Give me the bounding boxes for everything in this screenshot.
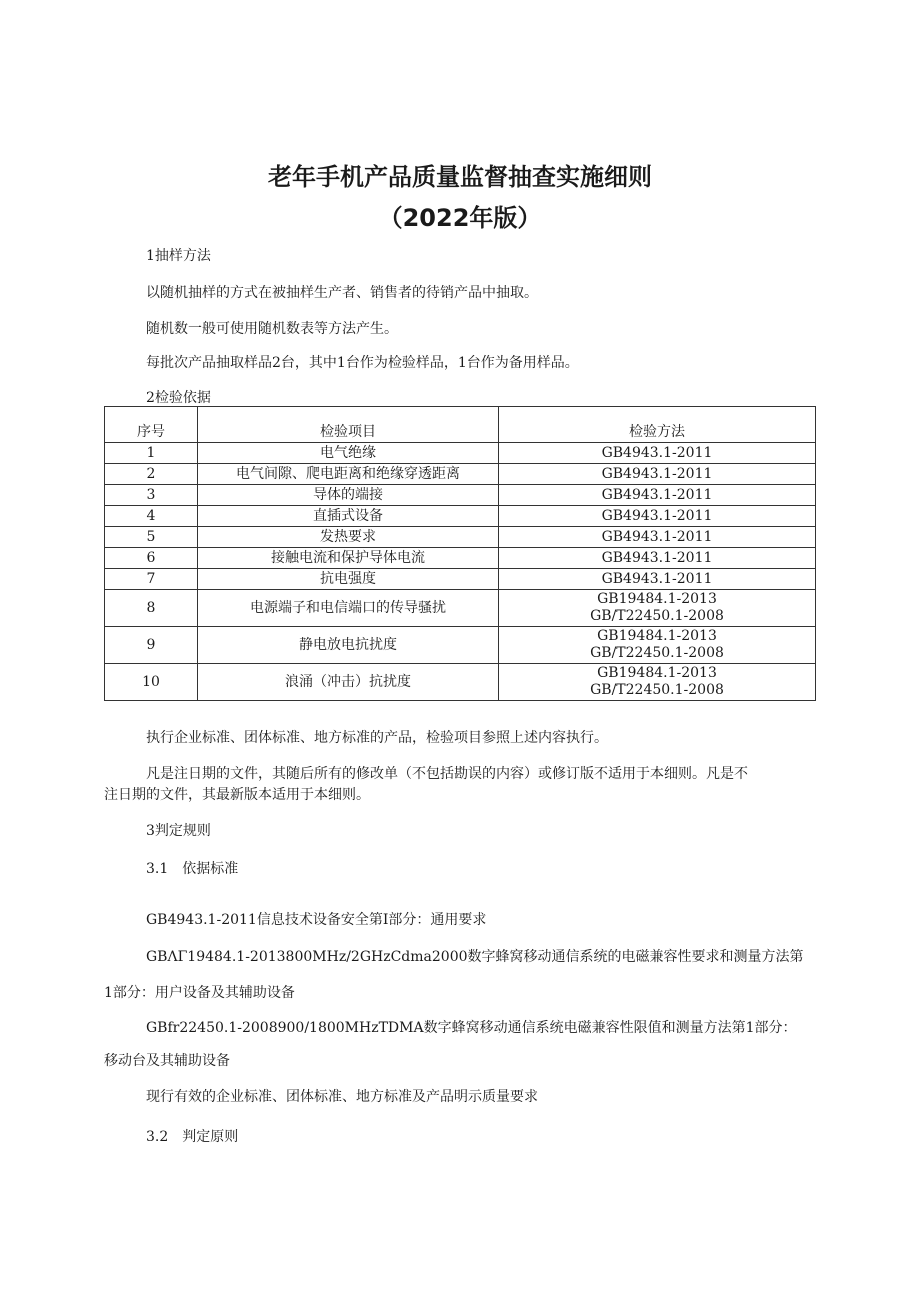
row-number: 5	[105, 527, 198, 548]
header-item: 检验项目	[198, 407, 499, 443]
row-number: 3	[105, 485, 198, 506]
row-item: 抗电强度	[198, 569, 499, 590]
section-3-heading: 3判定规则	[146, 823, 211, 839]
row-method: GB4943.1-2011	[499, 485, 816, 506]
document-subtitle: （2022年版）	[378, 204, 542, 232]
inspection-table	[104, 406, 816, 701]
paragraph: 凡是注日期的文件，其随后所有的修改单（不包括勘误的内容）或修订版不适用于本细则。凡是不	[146, 766, 748, 782]
row-method: GB4943.1-2011	[499, 569, 816, 590]
standard-reference: GB4943.1-2011信息技术设备安全第I部分：通用要求	[146, 912, 487, 928]
row-method: GB4943.1-2011	[499, 464, 816, 485]
row-item: 静电放电抗扰度	[198, 627, 499, 664]
table-row	[105, 527, 816, 548]
table-row	[105, 548, 816, 569]
paragraph: 以随机抽样的方式在被抽样生产者、销售者的待销产品中抽取。	[146, 285, 538, 301]
row-item: 浪涌（冲击）抗扰度	[198, 664, 499, 701]
row-item: 直插式设备	[198, 506, 499, 527]
paragraph: 每批次产品抽取样品2台，其中1台作为检验样品，1台作为备用样品。	[146, 355, 579, 371]
row-number: 2	[105, 464, 198, 485]
section-2-heading: 2检验依据	[146, 390, 211, 406]
section-1-heading: 1抽样方法	[146, 248, 211, 264]
table-row	[105, 443, 816, 464]
table-row	[105, 627, 816, 664]
row-method	[499, 627, 816, 664]
row-number: 4	[105, 506, 198, 527]
method-line: GB19484.1-2013	[597, 591, 717, 607]
standard-reference: GBΛΓ19484.1-2013800MHz/2GHzCdma2000数字蜂窝移动通信系统的电磁兼容性要求和测量方法第	[146, 949, 804, 965]
row-item: 发热要求	[198, 527, 499, 548]
row-item: 电源端子和电信端口的传导骚扰	[198, 590, 499, 627]
table-header-row	[105, 407, 816, 443]
row-number: 10	[105, 664, 198, 701]
row-number: 9	[105, 627, 198, 664]
table-row	[105, 464, 816, 485]
row-method: GB4943.1-2011	[499, 527, 816, 548]
document-title: 老年手机产品质量监督抽查实施细则	[268, 163, 652, 191]
row-method: GB4943.1-2011	[499, 506, 816, 527]
method-line: GB/T22450.1-2008	[590, 608, 724, 624]
method-line: GB19484.1-2013	[597, 665, 717, 681]
header-number: 序号	[105, 407, 198, 443]
row-number: 1	[105, 443, 198, 464]
method-line: GB/T22450.1-2008	[590, 645, 724, 661]
row-method	[499, 590, 816, 627]
row-item: 接触电流和保护导体电流	[198, 548, 499, 569]
row-number: 6	[105, 548, 198, 569]
paragraph: 执行企业标准、团体标准、地方标准的产品，检验项目参照上述内容执行。	[146, 730, 608, 746]
row-number: 8	[105, 590, 198, 627]
row-method: GB4943.1-2011	[499, 443, 816, 464]
table-row	[105, 590, 816, 627]
row-method	[499, 664, 816, 701]
row-item: 电气绝缘	[198, 443, 499, 464]
subsection-heading: 3.2 判定原则	[146, 1129, 239, 1145]
paragraph: 随机数一般可使用随机数表等方法产生。	[146, 321, 398, 337]
header-method: 检验方法	[499, 407, 816, 443]
paragraph: 现行有效的企业标准、团体标准、地方标准及产品明示质量要求	[146, 1089, 538, 1105]
method-line: GB19484.1-2013	[597, 628, 717, 644]
method-line: GB/T22450.1-2008	[590, 682, 724, 698]
row-item: 电气间隙、爬电距离和绝缘穿透距离	[198, 464, 499, 485]
row-number: 7	[105, 569, 198, 590]
standard-reference: GBfr22450.1-2008900/1800MHzTDMA数字蜂窝移动通信系统电磁兼容性限值和测量方法第1部分：	[146, 1020, 797, 1036]
table-row	[105, 664, 816, 701]
paragraph-continuation: 注日期的文件，其最新版本适用于本细则。	[104, 787, 370, 803]
row-method: GB4943.1-2011	[499, 548, 816, 569]
standard-reference-continuation: 1部分：用户设备及其辅助设备	[104, 985, 295, 1001]
table-row	[105, 506, 816, 527]
subsection-heading: 3.1 依据标准	[146, 861, 239, 877]
row-item: 导体的端接	[198, 485, 499, 506]
standard-reference-continuation: 移动台及其辅助设备	[104, 1053, 230, 1069]
table-row	[105, 569, 816, 590]
table-row	[105, 485, 816, 506]
